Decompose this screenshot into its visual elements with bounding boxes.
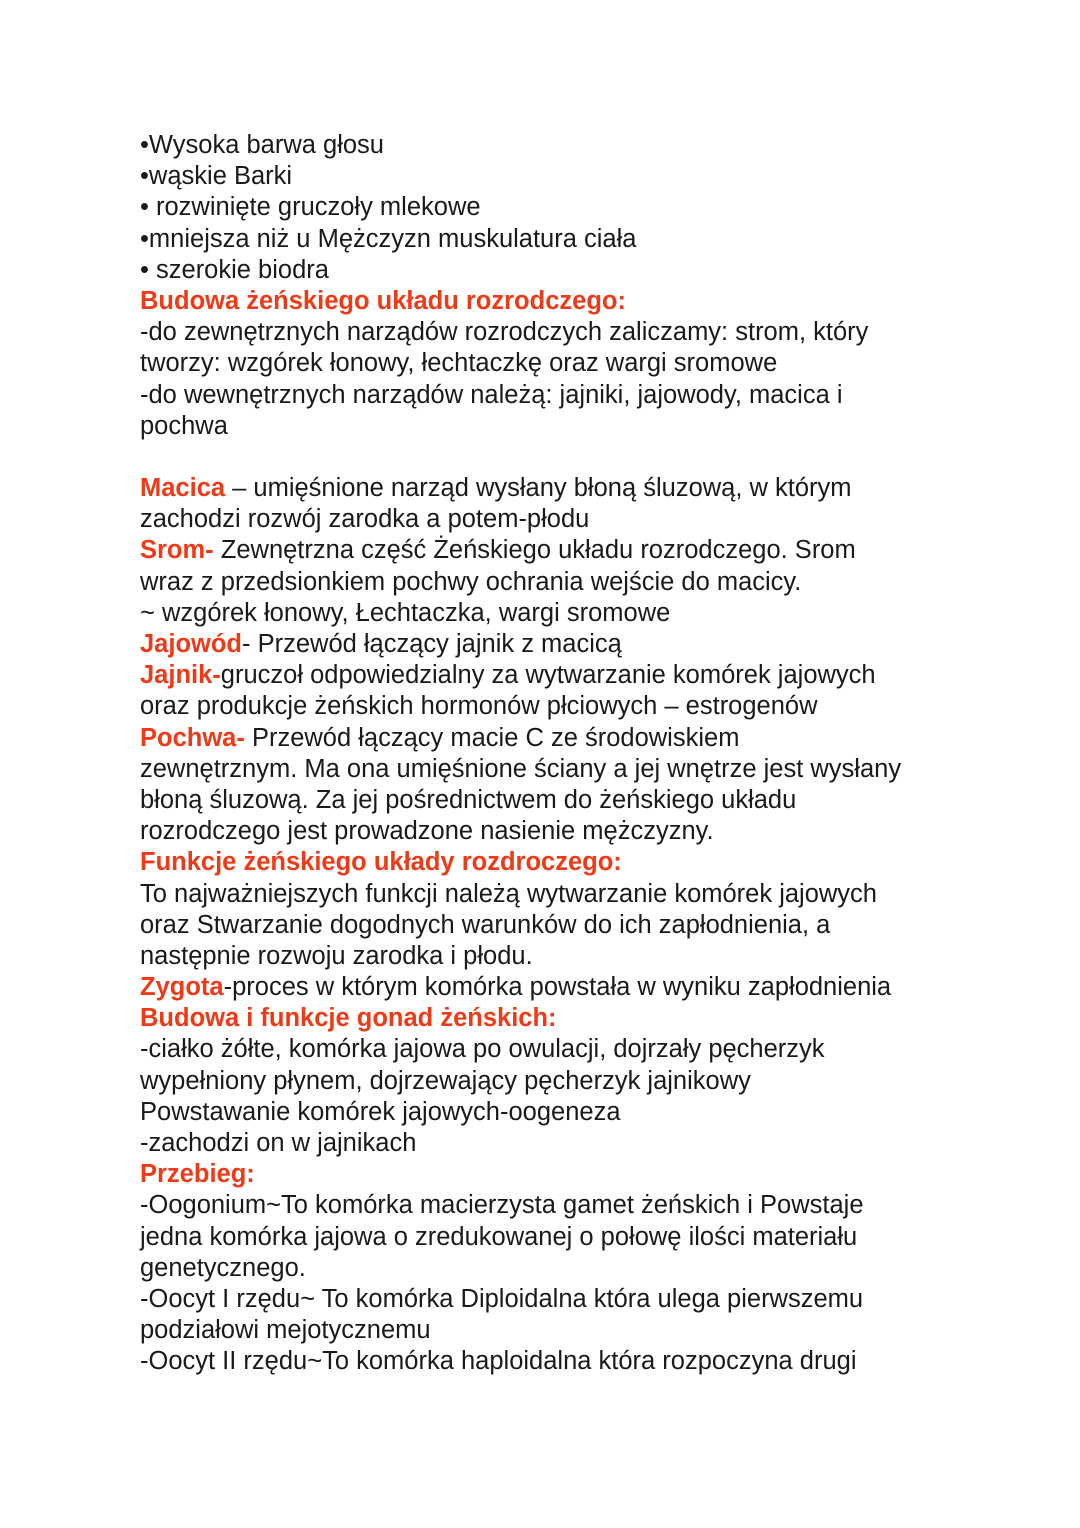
paragraph-line: wypełniony płynem, dojrzewający pęcherzyk jajnikowy	[140, 1066, 751, 1095]
paragraph-line: -zachodzi on w jajnikach	[140, 1129, 417, 1157]
term-zygota: Zygota	[140, 973, 224, 1002]
definition-jajnik	[140, 660, 970, 691]
document-page	[140, 130, 970, 1378]
term-jajnik: Jajnik-	[140, 661, 221, 690]
definition-jajowod	[140, 629, 970, 660]
paragraph-line: -ciałko żółte, komórka jajowa po owulacji, dojrzały pęcherzyk	[140, 1035, 825, 1064]
list-item: •mniejsza niż u Mężczyzn muskulatura ciała	[140, 224, 637, 253]
paragraph-line: -Oocyt II rzędu~To komórka haploidalna która rozpoczyna drugi	[140, 1347, 857, 1376]
section-heading-gonady: Budowa i funkcje gonad żeńskich:	[140, 1004, 557, 1033]
blank-line	[140, 442, 970, 473]
term-jajowod: Jajowód	[140, 630, 243, 658]
definition-text: Zewnętrzna część Żeńskiego układu rozrodczego. Srom	[213, 536, 856, 565]
paragraph-line: oraz produkcje żeńskich hormonów płciowych – estrogenów	[140, 692, 818, 721]
paragraph-line: oraz Stwarzanie dogodnych warunków do ich zapłodnienia, a	[140, 910, 831, 939]
definition-text: - Przewód łączący jajnik z macicą	[242, 630, 622, 658]
definition-macica	[140, 473, 970, 504]
term-macica: Macica	[140, 474, 226, 503]
term-pochwa: Pochwa-	[140, 723, 245, 752]
paragraph-line: -do zewnętrznych narządów rozrodczych zaliczamy: strom, który	[140, 318, 869, 347]
definition-text: -proces w którym komórka powstała w wyniku zapłodnienia	[223, 973, 892, 1002]
paragraph-line: -Oogonium~To komórka macierzysta gamet żeńskich i Powstaje	[140, 1191, 864, 1220]
paragraph-line: następnie rozwoju zarodka i płodu.	[140, 941, 533, 970]
list-item: • rozwinięte gruczoły mlekowe	[140, 193, 481, 222]
list-item: •Wysoka barwa głosu	[140, 131, 384, 159]
paragraph-line: ~ wzgórek łonowy, Łechtaczka, wargi sromowe	[140, 598, 671, 627]
definition-text: – umięśnione narząd wysłany błoną śluzową, w którym	[225, 474, 852, 503]
paragraph-line: To najważniejszych funkcji należą wytwarzanie komórek jajowych	[140, 879, 877, 908]
paragraph-line: genetycznego.	[140, 1253, 306, 1282]
paragraph-line: rozrodczego jest prowadzone nasienie mężczyzny.	[140, 817, 714, 846]
list-item: • szerokie biodra	[140, 255, 329, 284]
definition-srom	[140, 535, 970, 566]
term-srom: Srom-	[140, 536, 214, 565]
paragraph-line: wraz z przedsionkiem pochwy ochrania wejście do macicy.	[140, 567, 802, 596]
paragraph-line: -do wewnętrznych narządów należą: jajniki, jajowody, macica i	[140, 380, 843, 409]
definition-text: Przewód łączący macie C ze środowiskiem	[244, 723, 740, 752]
section-heading-budowa: Budowa żeńskiego układu rozrodczego:	[140, 286, 626, 315]
section-heading-funkcje: Funkcje żeńskiego układy rozdroczego:	[140, 848, 622, 877]
paragraph-line: Powstawanie komórek jajowych-oogeneza	[140, 1097, 621, 1126]
feature-list	[140, 130, 970, 286]
paragraph-line: pochwa	[140, 411, 228, 440]
paragraph-line: zachodzi rozwój zarodka a potem-płodu	[140, 505, 590, 534]
paragraph-line: tworzy: wzgórek łonowy, łechtaczkę oraz wargi sromowe	[140, 349, 778, 378]
section-heading-przebieg: Przebieg:	[140, 1160, 255, 1189]
list-item: •wąskie Barki	[140, 162, 293, 191]
definition-pochwa	[140, 723, 970, 754]
definition-zygota	[140, 972, 970, 1003]
paragraph-line: zewnętrznym. Ma ona umięśnione ściany a jej wnętrze jest wysłany	[140, 754, 902, 783]
paragraph-line: -Oocyt I rzędu~ To komórka Diploidalna która ulega pierwszemu	[140, 1284, 864, 1313]
paragraph-line: podziałowi mejotycznemu	[140, 1316, 431, 1345]
definition-text: gruczoł odpowiedzialny za wytwarzanie komórek jajowych	[220, 661, 876, 690]
paragraph-line: błoną śluzową. Za jej pośrednictwem do żeńskiego układu	[140, 785, 797, 814]
paragraph-line: jedna komórka jajowa o zredukowanej o połowę ilości materiału	[140, 1222, 858, 1251]
